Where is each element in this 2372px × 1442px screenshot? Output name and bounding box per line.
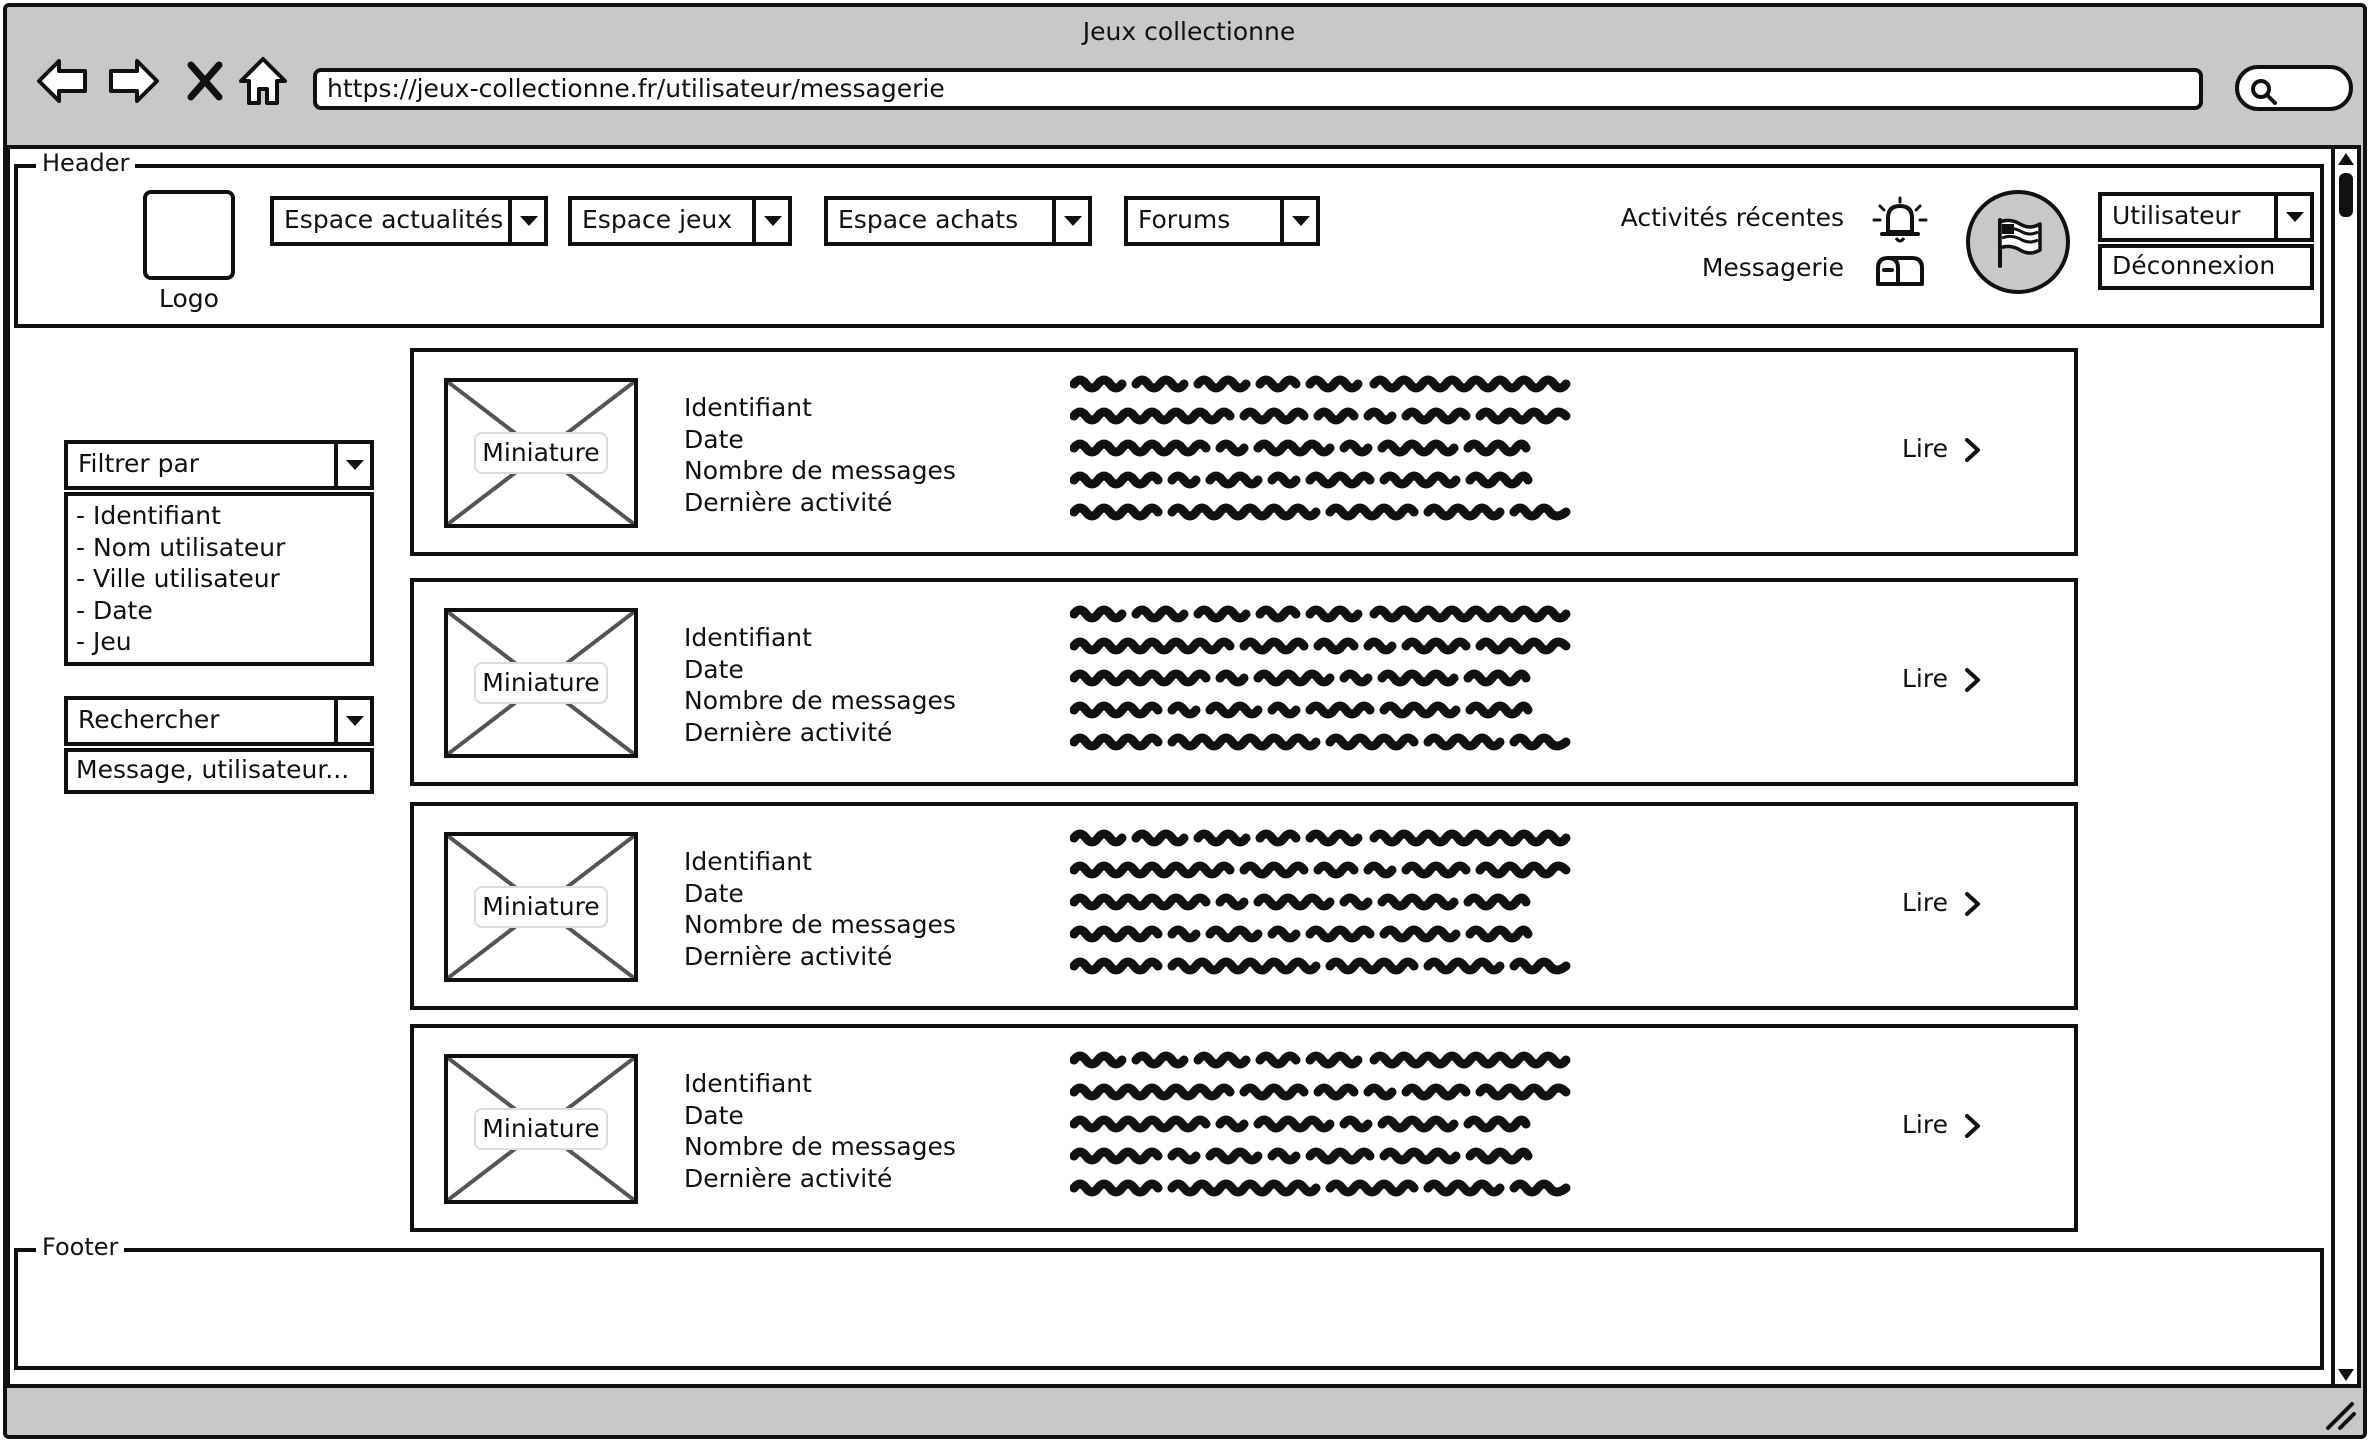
search-icon (2249, 77, 2279, 107)
meta-date: Date (684, 654, 744, 684)
chevron-down-icon (2274, 196, 2310, 238)
footer-section (14, 1233, 2324, 1370)
messaging-link[interactable]: Messagerie (1701, 253, 1844, 282)
flag-icon (1992, 216, 2044, 268)
read-message-link[interactable] (1902, 434, 1948, 463)
meta-message-count: Nombre de messages (684, 456, 956, 485)
meta-date: Date (684, 1100, 744, 1130)
thumbnail-label: Miniature (474, 662, 608, 704)
filter-option-user-city[interactable]: - Ville utilisateur (76, 564, 280, 593)
filter-option-username[interactable]: - Nom utilisateur (76, 532, 286, 562)
filter-options-list (64, 492, 374, 666)
filter-option-game[interactable]: - Jeu (76, 627, 132, 656)
meta-last-activity: Dernière activité (684, 1163, 893, 1193)
user-menu-dropdown[interactable] (2098, 192, 2314, 242)
chevron-right-icon (1962, 1112, 1984, 1140)
message-preview-scribble (1070, 824, 1580, 994)
read-label: Lire (1902, 664, 1948, 693)
meta-date: Date (684, 424, 744, 454)
chevron-down-icon (752, 200, 788, 242)
scroll-thumb[interactable] (2339, 173, 2353, 217)
meta-message-count: Nombre de messages (684, 1132, 956, 1161)
read-message-link[interactable] (1902, 888, 1948, 917)
message-card-4 (410, 1024, 2078, 1232)
meta-identifiant: Identifiant (684, 847, 812, 876)
chevron-down-icon (334, 444, 370, 486)
nav-news-label: Espace actualités (284, 205, 504, 234)
meta-identifiant: Identifiant (684, 623, 812, 652)
message-card-2 (410, 578, 2078, 786)
browser-search[interactable] (2235, 65, 2353, 111)
thumbnail-placeholder (444, 378, 638, 528)
message-preview-scribble (1070, 1046, 1580, 1216)
read-label: Lire (1902, 888, 1948, 917)
message-preview-scribble (1070, 600, 1580, 770)
chevron-right-icon (1962, 436, 1984, 464)
message-preview-scribble (1070, 370, 1580, 540)
message-meta (684, 1068, 956, 1194)
filter-option-identifiant[interactable]: - Identifiant (76, 501, 221, 530)
chevron-right-icon (1962, 666, 1984, 694)
meta-last-activity: Dernière activité (684, 717, 893, 747)
thumbnail-placeholder (444, 608, 638, 758)
meta-identifiant: Identifiant (684, 393, 812, 422)
chevron-down-icon (334, 700, 370, 742)
filter-label: Filtrer par (78, 449, 200, 478)
filter-option-date[interactable]: - Date (76, 595, 153, 625)
read-label: Lire (1902, 434, 1948, 463)
meta-message-count: Nombre de messages (684, 910, 956, 939)
search-input[interactable]: Message, utilisateur... (64, 748, 374, 794)
message-meta (684, 846, 956, 972)
avatar[interactable] (1966, 190, 2070, 294)
nav-games-dropdown[interactable] (568, 196, 792, 246)
message-card-1 (410, 348, 2078, 556)
nav-purchases-dropdown[interactable] (824, 196, 1092, 246)
header-legend: Header (36, 149, 135, 177)
thumbnail-placeholder (444, 832, 638, 982)
meta-date: Date (684, 878, 744, 908)
message-meta (684, 622, 956, 748)
meta-last-activity: Dernière activité (684, 941, 893, 971)
meta-identifiant: Identifiant (684, 1069, 812, 1098)
scroll-down-icon[interactable] (2338, 1369, 2354, 1381)
user-menu-label: Utilisateur (2112, 201, 2241, 230)
meta-last-activity: Dernière activité (684, 487, 893, 517)
nav-forums-label: Forums (1138, 205, 1231, 234)
search-label: Rechercher (78, 705, 220, 734)
logout-button[interactable]: Déconnexion (2098, 244, 2314, 290)
search-dropdown[interactable] (64, 696, 374, 746)
meta-message-count: Nombre de messages (684, 686, 956, 715)
thumbnail-placeholder (444, 1054, 638, 1204)
message-card-3 (410, 802, 2078, 1010)
window-title: Jeux collectionne (1082, 17, 1296, 46)
thumbnail-label: Miniature (474, 432, 608, 474)
footer-legend: Footer (36, 1233, 124, 1261)
chevron-down-icon (508, 200, 544, 242)
read-message-link[interactable] (1902, 664, 1948, 693)
filter-dropdown[interactable] (64, 440, 374, 490)
nav-forums-dropdown[interactable] (1124, 196, 1320, 246)
chevron-down-icon (1052, 200, 1088, 242)
logo[interactable] (143, 190, 235, 280)
scroll-up-icon[interactable] (2338, 153, 2354, 165)
nav-news-dropdown[interactable] (270, 196, 548, 246)
vertical-scrollbar[interactable] (2331, 145, 2361, 1388)
message-meta (684, 392, 956, 518)
chevron-right-icon (1962, 890, 1984, 918)
home-icon[interactable] (233, 51, 293, 111)
arrow-left-icon[interactable] (33, 51, 93, 111)
resize-grip-icon[interactable] (2324, 1398, 2358, 1432)
nav-games-label: Espace jeux (582, 205, 733, 234)
thumbnail-label: Miniature (474, 1108, 608, 1150)
thumbnail-label: Miniature (474, 886, 608, 928)
read-label: Lire (1902, 1110, 1948, 1139)
mailbox-icon[interactable] (1874, 254, 1926, 288)
logo-label: Logo (159, 284, 219, 313)
bell-icon[interactable] (1872, 196, 1928, 246)
read-message-link[interactable] (1902, 1110, 1948, 1139)
arrow-right-icon[interactable] (103, 51, 163, 111)
close-icon[interactable] (175, 51, 235, 111)
nav-purchases-label: Espace achats (838, 205, 1019, 234)
url-bar[interactable]: https://jeux-collectionne.fr/utilisateur/messagerie (313, 68, 2203, 110)
recent-activity-link[interactable]: Activités récentes (1620, 203, 1844, 232)
chevron-down-icon (1280, 200, 1316, 242)
